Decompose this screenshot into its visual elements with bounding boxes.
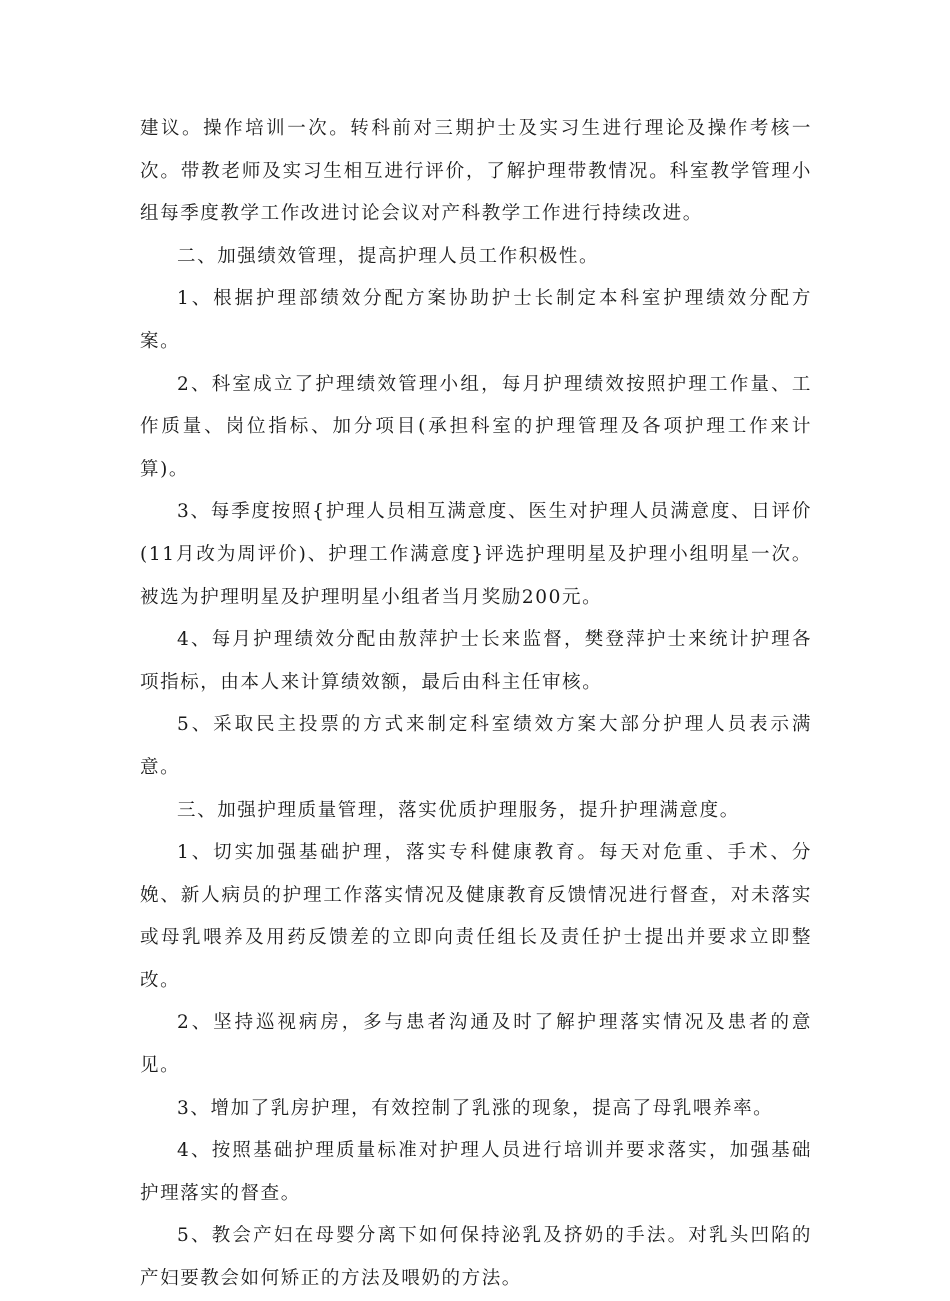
paragraph-3-3: 3、增加了乳房护理，有效控制了乳涨的现象，提高了母乳喂养率。	[177, 1097, 774, 1119]
paragraph-3-4: 4、按照基础护理质量标准对护理人员进行培训并要求落实，加强基础护理落实的督查。	[140, 1140, 812, 1204]
paragraph-2-3: 3、每季度按照{护理人员相互满意度、医生对护理人员满意度、日评价(11月改为周评价)、护理工作满意度}评选护理明星及护理小组明星一次。被选为护理明星及护理明星小组者当月奖励200元。	[140, 501, 812, 608]
paragraph-2-4: 4、每月护理绩效分配由敖萍护士长来监督，樊登萍护士来统计护理各项指标，由本人来计算绩效额，最后由科主任审核。	[140, 629, 812, 693]
section-heading-3: 三、加强护理质量管理，落实优质护理服务，提升护理满意度。	[177, 799, 740, 821]
paragraph-2-1: 1、根据护理部绩效分配方案协助护士长制定本科室护理绩效分配方案。	[140, 288, 812, 352]
paragraph-continued: 建议。操作培训一次。转科前对三期护士及实习生进行理论及操作考核一次。带教老师及实习生相互进行评价，了解护理带教情况。科室教学管理小组每季度教学工作改进讨论会议对产科教学工作进行持续改进。	[140, 118, 812, 225]
paragraph-2-5: 5、采取民主投票的方式来制定科室绩效方案大部分护理人员表示满意。	[140, 714, 812, 778]
paragraph-3-2: 2、坚持巡视病房，多与患者沟通及时了解护理落实情况及患者的意见。	[140, 1012, 812, 1077]
document-body	[140, 108, 812, 1301]
paragraph-3-5: 5、教会产妇在母婴分离下如何保持泌乳及挤奶的手法。对乳头凹陷的产妇要教会如何矫正的方法及喂奶的方法。	[140, 1225, 812, 1290]
section-heading-2: 二、加强绩效管理，提高护理人员工作积极性。	[177, 245, 600, 267]
paragraph-2-2: 2、科室成立了护理绩效管理小组，每月护理绩效按照护理工作量、工作质量、岗位指标、加分项目(承担科室的护理管理及各项护理工作来计算)。	[140, 373, 812, 480]
paragraph-3-1: 1、切实加强基础护理，落实专科健康教育。每天对危重、手术、分娩、新人病员的护理工作落实情况及健康教育反馈情况进行督查，对未落实或母乳喂养及用药反馈差的立即向责任组长及责任护士提出并要求立即整改。	[140, 842, 812, 991]
